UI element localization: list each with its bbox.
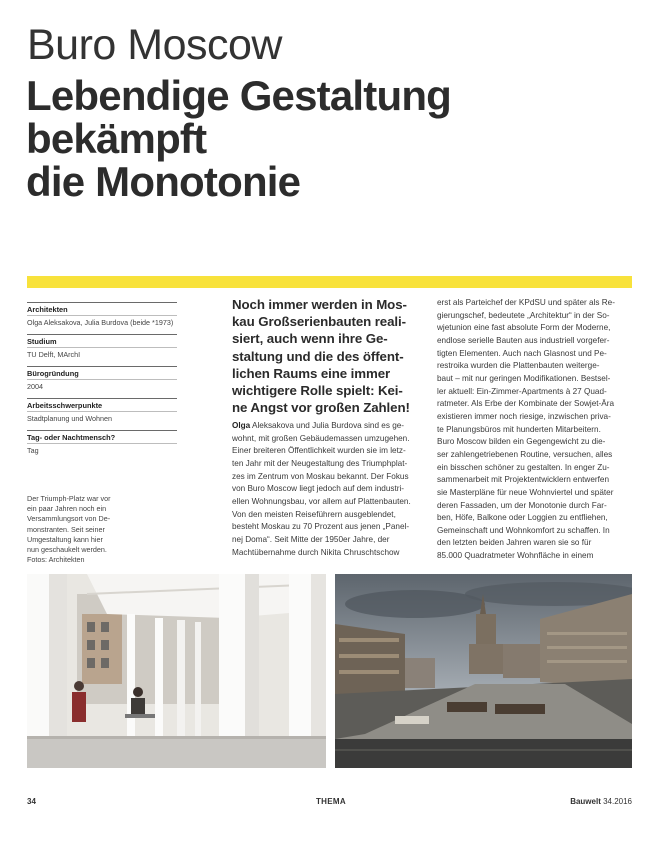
page-number: 34: [27, 797, 36, 806]
photo-colonnade-swings: [27, 574, 326, 768]
fact-founded: [27, 366, 177, 392]
fact-label: Architekten: [27, 305, 68, 314]
headline: Lebendige Gestaltung bekämpft die Monotonie: [26, 72, 452, 205]
photo-triumph-square: [335, 574, 632, 768]
issue-info: [570, 797, 632, 806]
fact-day-night: [27, 430, 177, 456]
fact-label: Tag- oder Nachtmensch?: [27, 433, 116, 442]
fact-architects: [27, 302, 177, 328]
kicker-title: Buro Moscow: [27, 21, 282, 69]
fact-value: Stadtplanung und Wohnen: [27, 411, 177, 424]
issue-number: 34.2016: [600, 797, 632, 806]
fact-focus: [27, 398, 177, 424]
body-first-word: Olga: [232, 421, 251, 430]
body-column-1-text: Aleksakova und Julia Burdova sind es ge- wohnt, mit großen Gebäudemassen umzugehen. Einer breiteren Öffentlichkeit wurden sie im letz- ten Jahr mit der Neugestaltung des Triumphplat- zes im Zentrum von Moskau bekannt. Der Fokus von Buro Moscow liegt jedoch auf dem industri- ellen Wohnungsbau, vor allem auf Plattenbauten. Von den meisten Reiseführern ausgeblendet, besteht Moskau zu 70 Prozent aus jenen „Panel- nej Doma“. Seit Mitte der 1950er Jahre, der Machtübernahme durch Nikita Chruschtschow: [232, 421, 411, 557]
fact-value: Tag: [27, 443, 177, 456]
fact-value: TU Delft, MArchI: [27, 347, 177, 360]
fact-label: Bürogründung: [27, 369, 79, 378]
fact-value: Olga Aleksakova, Julia Burdova (beide *1973): [27, 315, 177, 328]
fact-value: 2004: [27, 379, 177, 392]
body-column-1: [232, 420, 432, 559]
lead-paragraph: Noch immer werden in Mos- kau Großserienbauten reali- siert, auch wenn ihre Ge- staltung und die des öffent- lichen Raums eine immer wichtigere Rolle spielt: Kei- ne Angst vor großen Zahlen!: [232, 297, 410, 416]
photo-caption: Der Triumph-Platz war vor ein paar Jahren noch ein Versammlungsort von De- monstranten. Seit seiner Umgestaltung kann hier nun geschaukelt werden. Fotos: Architekten: [27, 494, 111, 565]
fact-label: Studium: [27, 337, 57, 346]
magazine-name: Bauwelt: [570, 797, 601, 806]
body-column-2: erst als Parteichef der KPdSU und später als Re- gierungschef, bedeutete „Architektur“ in der So- wjetunion eine fast absolute Form der Moderne, endlose serielle Bauten aus industriell vorgefer- tigten Elementen. Auch nach Glasnost und Pe- restroika wurden die Plattenbauten weiterge- baut – mit nur geringen Modifikationen. Bestsel- ler aktuell: Ein-Zimmer-Apartments à 27 Quad- ratmeter. Als Erbe der Kombinate der Sowjet-Ära existieren immer noch riesige, inzwischen priva- te Planungsbüros mit hunderten Mitarbeitern. Buro Moscow bilden ein Gegengewicht zu die- ser zahlengetriebenen Routine, versuchen, alles ein bisschen schöner zu gestalten. In enger Zu- sammenarbeit mit Projektentwicklern entwerfen sie Masterpläne für neue Wohnviertel und später deren Fassaden, um der Monotonie durch Far- ben, Höfe, Balkone oder Loggien zu entfliehen, Gemeinschaft und Wohnkomfort zu schaffen. In den letzten beiden Jahren waren sie so für 85.000 Quadratmeter Wohnfläche in einem: [437, 298, 615, 561]
section-label: THEMA: [316, 797, 346, 806]
accent-bar: [27, 276, 632, 288]
fact-label: Arbeitsschwerpunkte: [27, 401, 103, 410]
fact-studies: [27, 334, 177, 360]
fact-box: [27, 302, 177, 462]
